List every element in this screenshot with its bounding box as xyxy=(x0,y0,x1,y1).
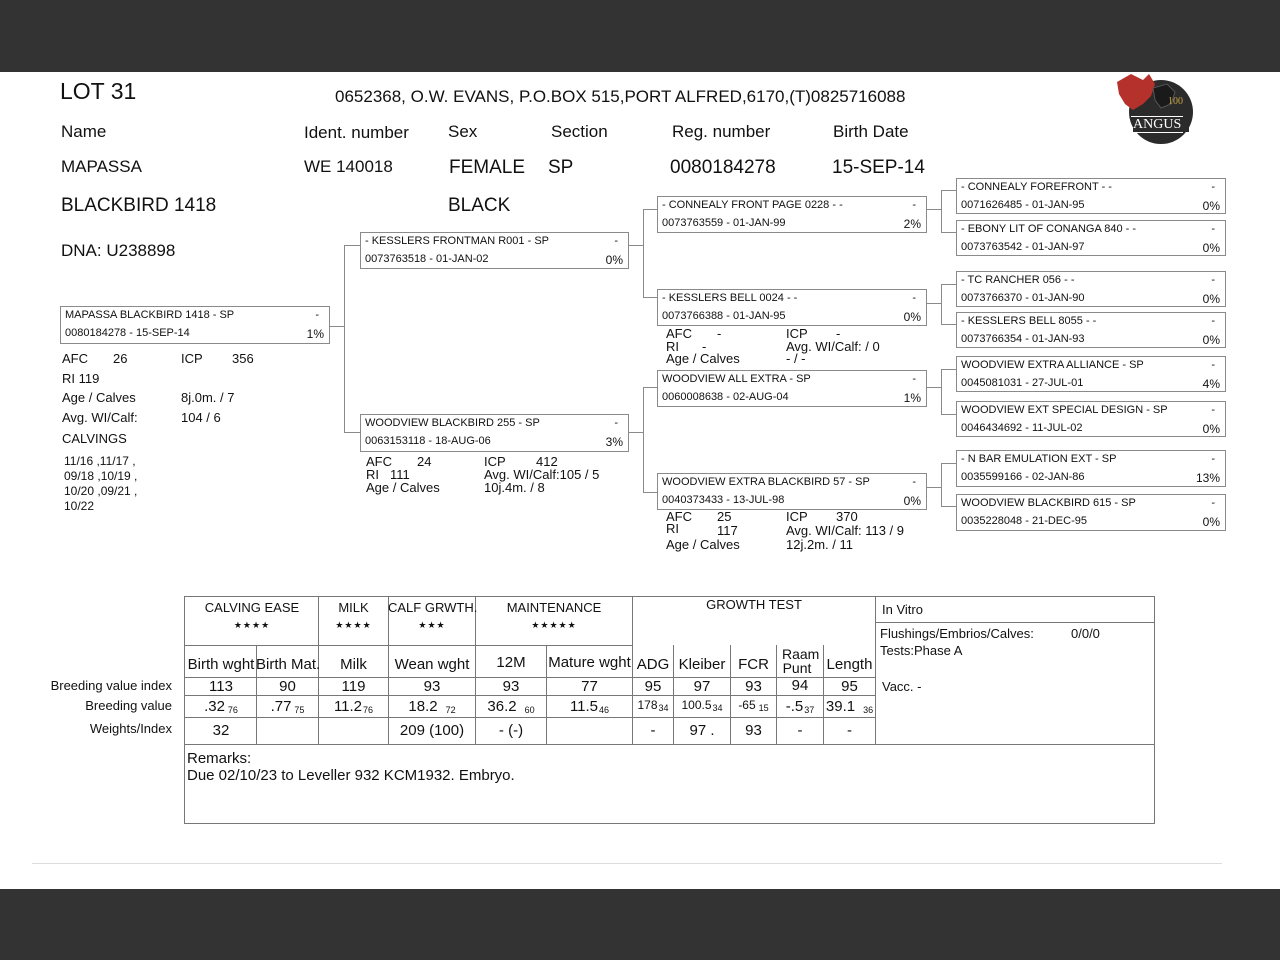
subject-reg: 0080184278 - 15-SEP-14 xyxy=(65,327,190,339)
bv-accuracy: 34 xyxy=(658,703,669,713)
dam-icp-label: ICP xyxy=(484,454,506,469)
bvi-cell: 77 xyxy=(581,678,598,695)
ggp-pct: 0% xyxy=(1202,292,1220,306)
bv-cell xyxy=(776,698,824,715)
connector xyxy=(941,463,942,507)
bv-cell xyxy=(318,698,389,715)
grandparent-title: - CONNEALY FRONT PAGE 0228 - - xyxy=(662,199,843,211)
calvings-label: CALVINGS xyxy=(62,431,127,446)
sire-box xyxy=(360,232,629,269)
animal-dna: DNA: U238898 xyxy=(61,241,176,260)
label-sex: Sex xyxy=(448,122,478,141)
grid-line xyxy=(185,744,1155,745)
connector xyxy=(941,369,942,415)
connector xyxy=(329,326,345,327)
gp2-age: - / - xyxy=(786,351,806,366)
dam-afc: 24 xyxy=(417,454,432,469)
connector xyxy=(643,297,657,298)
label-name: Name xyxy=(61,122,107,141)
top-bar xyxy=(0,0,1280,72)
weights-cell: 209 (100) xyxy=(399,722,465,739)
connector xyxy=(941,506,956,507)
bv-value: 178 xyxy=(637,698,658,712)
connector xyxy=(926,387,942,388)
bv-value: 36.2 xyxy=(487,698,517,715)
grandparent-pct: 0% xyxy=(903,310,921,324)
dam-ri: 111 xyxy=(390,467,410,482)
grandparent-pct: 2% xyxy=(903,217,921,231)
bvi-cell: 93 xyxy=(502,678,520,695)
col-fcr: FCR xyxy=(738,656,769,673)
animal-birth: 15-SEP-14 xyxy=(832,157,925,178)
grandparent-pct: 0% xyxy=(903,494,921,508)
ggp-dash: - xyxy=(1211,497,1215,509)
animal-colour: BLACK xyxy=(448,195,511,216)
gp4-icp: 370 xyxy=(836,509,858,524)
animal-sex: FEMALE xyxy=(449,157,526,178)
dam-wi: Avg. WI/Calf:105 / 5 xyxy=(484,467,600,482)
calvings-line: 10/20 ,09/21 , xyxy=(64,484,138,498)
dam-icp: 412 xyxy=(536,454,558,469)
ggp-title: - N BAR EMULATION EXT - SP xyxy=(961,453,1117,465)
gp4-age-label: Age / Calves xyxy=(666,537,740,552)
great-grandparent-box xyxy=(956,312,1226,348)
bvi-cell: 97 xyxy=(693,678,711,695)
ggp-title: WOODVIEW EXTRA ALLIANCE - SP xyxy=(961,359,1144,371)
gp4-ri-label: RI xyxy=(666,521,679,536)
weights-cell: - xyxy=(797,722,803,739)
in-vitro-label: In Vitro xyxy=(882,602,923,617)
subject-dash: - xyxy=(315,309,319,321)
calvings-line: 10/22 xyxy=(64,499,95,513)
bv-accuracy: 72 xyxy=(445,705,456,715)
grandparent-box xyxy=(657,473,927,510)
ggp-pct: 0% xyxy=(1202,515,1220,529)
label-birth: Birth Date xyxy=(833,122,909,141)
group-calf-growth: CALF GRWTH. xyxy=(388,600,478,615)
grandparent-dash: - xyxy=(912,476,916,488)
connector xyxy=(941,369,956,370)
subject-pct: 1% xyxy=(306,327,324,341)
breeder-info: 0652368, O.W. EVANS, P.O.BOX 515,PORT ALFRED,6170,(T)0825716088 xyxy=(335,87,906,106)
connector xyxy=(941,414,956,415)
performance-table xyxy=(184,596,1155,824)
bv-cell xyxy=(821,698,878,715)
connector xyxy=(643,209,657,210)
ggp-title: WOODVIEW BLACKBIRD 615 - SP xyxy=(961,497,1136,509)
ggp-pct: 4% xyxy=(1202,377,1220,391)
dam-ri-label: RI xyxy=(366,467,379,482)
bv-cell xyxy=(475,698,547,715)
dam-age: 10j.4m. / 8 xyxy=(484,480,545,495)
sire-dash: - xyxy=(614,235,618,247)
ggp-pct: 0% xyxy=(1202,241,1220,255)
connector xyxy=(941,284,942,325)
gp2-age-label: Age / Calves xyxy=(666,351,740,366)
dam-pct: 3% xyxy=(605,435,623,449)
ggp-title: - KESSLERS BELL 8055 - - xyxy=(961,315,1097,327)
gp2-afc-label: AFC xyxy=(666,326,692,341)
bv-value: -65 xyxy=(738,698,756,712)
footer-divider xyxy=(32,863,1222,864)
subject-title: MAPASSA BLACKBIRD 1418 - SP xyxy=(65,309,235,321)
logo-text: ANGUS xyxy=(1133,117,1182,132)
col-milk: Milk xyxy=(340,656,367,673)
ggp-pct: 0% xyxy=(1202,422,1220,436)
bv-accuracy: 60 xyxy=(524,705,535,715)
bv-cell xyxy=(388,698,476,715)
bv-cell xyxy=(185,698,257,715)
connector xyxy=(941,284,956,285)
animal-section: SP xyxy=(548,157,574,178)
sire-reg: 0073763518 - 01-JAN-02 xyxy=(365,253,489,265)
remarks-text: Due 02/10/23 to Leveller 932 KCM1932. Embryo. xyxy=(187,767,515,784)
great-grandparent-box xyxy=(956,356,1226,392)
gp2-wi: Avg. WI/Calf: / 0 xyxy=(786,339,880,354)
dam-reg: 0063153118 - 18-AUG-06 xyxy=(365,435,491,447)
col-birth-weight: Birth wght xyxy=(187,656,255,673)
calving-ease-stars: ★★★★ xyxy=(233,620,271,630)
ggp-reg: 0046434692 - 11-JUL-02 xyxy=(961,422,1083,434)
gp4-ri: 117 xyxy=(717,523,738,538)
ggp-dash: - xyxy=(1211,223,1215,235)
calvings-line: 09/18 ,10/19 , xyxy=(64,469,138,483)
bv-value: -.5 xyxy=(785,698,804,715)
label-ident: Ident. number xyxy=(304,123,409,142)
angus-logo xyxy=(1113,70,1195,146)
grid-line xyxy=(185,695,876,696)
group-milk: MILK xyxy=(338,600,369,615)
subject-age-label: Age / Calves xyxy=(62,390,136,405)
gp2-ri-label: RI xyxy=(666,339,679,354)
gp4-afc-label: AFC xyxy=(666,509,692,524)
bv-value: 18.2 xyxy=(408,698,438,715)
gp2-icp: - xyxy=(836,326,841,341)
subject-wi-label: Avg. WI/Calf: xyxy=(62,410,138,425)
gp4-wi: Avg. WI/Calf: 113 / 9 xyxy=(786,523,905,538)
subject-icp: 356 xyxy=(232,351,254,366)
subject-ri: RI 119 xyxy=(62,371,100,386)
connector xyxy=(941,190,956,191)
bvi-cell: 94 xyxy=(791,677,809,694)
connector xyxy=(926,487,942,488)
bv-accuracy: 36 xyxy=(863,705,874,715)
bvi-cell: 93 xyxy=(745,678,762,695)
ggp-reg: 0035599166 - 02-JAN-86 xyxy=(961,471,1085,483)
dam-age-label: Age / Calves xyxy=(366,480,440,495)
grandparent-title: WOODVIEW EXTRA BLACKBIRD 57 - SP xyxy=(662,476,870,488)
connector xyxy=(926,303,942,304)
ggp-dash: - xyxy=(1211,274,1215,286)
bvi-cell: 113 xyxy=(209,678,233,695)
bv-accuracy: 34 xyxy=(712,703,723,713)
great-grandparent-box xyxy=(956,178,1226,214)
connector xyxy=(344,245,360,246)
weights-cell: - (-) xyxy=(498,722,524,739)
gp2-icp-label: ICP xyxy=(786,326,808,341)
grandparent-reg: 0073766388 - 01-JAN-95 xyxy=(662,310,786,322)
bv-value: 39.1 xyxy=(825,698,856,715)
ggp-reg: 0035228048 - 21-DEC-95 xyxy=(961,515,1087,527)
ggp-title: - TC RANCHER 056 - - xyxy=(961,274,1075,286)
bv-cell xyxy=(256,698,319,715)
dam-afc-label: AFC xyxy=(366,454,392,469)
milk-stars: ★★★★ xyxy=(335,620,372,630)
ggp-title: WOODVIEW EXT SPECIAL DESIGN - SP xyxy=(961,404,1168,416)
label-reg: Reg. number xyxy=(672,122,771,141)
animal-name-1: MAPASSA xyxy=(61,157,142,176)
weights-cell: - xyxy=(650,722,656,739)
weights-cell: 32 xyxy=(212,722,230,739)
subject-age: 8j.0m. / 7 xyxy=(181,390,235,405)
connector xyxy=(941,324,956,325)
bv-value: .32 xyxy=(204,698,225,715)
connector xyxy=(628,245,644,246)
weights-cell: 93 xyxy=(745,722,762,739)
group-maintenance: MAINTENANCE xyxy=(506,600,602,615)
bv-value: 11.5 xyxy=(569,698,599,715)
bvi-cell: 93 xyxy=(423,678,441,695)
grandparent-box xyxy=(657,289,927,326)
lot-number: LOT 31 xyxy=(60,78,137,104)
gp4-age: 12j.2m. / 11 xyxy=(786,537,853,552)
logo-badge: 100 xyxy=(1168,96,1183,107)
grandparent-reg: 0060008638 - 02-AUG-04 xyxy=(662,391,789,403)
bv-value: .77 xyxy=(270,698,292,715)
great-grandparent-box xyxy=(956,494,1226,531)
gp4-afc: 25 xyxy=(717,509,732,524)
gp2-afc: - xyxy=(717,326,722,341)
grid-line xyxy=(185,717,876,718)
bv-cell xyxy=(546,698,633,715)
weights-cell: - xyxy=(847,722,852,739)
animal-ident: WE 140018 xyxy=(304,157,393,176)
sire-pct: 0% xyxy=(605,253,623,267)
connector xyxy=(643,387,657,388)
ggp-dash: - xyxy=(1211,181,1215,193)
bvi-cell: 95 xyxy=(644,678,662,695)
gp4-icp-label: ICP xyxy=(786,509,808,524)
great-grandparent-box xyxy=(956,401,1226,437)
subject-afc-label: AFC xyxy=(62,351,88,366)
bv-cell xyxy=(730,698,777,713)
col-birth-mat: Birth Mat. xyxy=(256,656,321,673)
ggp-pct: 0% xyxy=(1202,199,1220,213)
grandparent-box xyxy=(657,196,927,233)
connector xyxy=(941,463,956,464)
ggp-pct: 13% xyxy=(1195,471,1220,485)
bv-accuracy: 76 xyxy=(227,705,238,715)
flushings-label: Flushings/Embrios/Calves: xyxy=(880,626,1034,641)
grid-line xyxy=(876,622,1155,623)
connector xyxy=(643,387,644,493)
group-growth-test: GROWTH TEST xyxy=(706,597,802,612)
ggp-dash: - xyxy=(1211,359,1215,371)
bv-accuracy: 15 xyxy=(758,703,769,713)
group-calving-ease: CALVING EASE xyxy=(204,600,300,615)
ggp-dash: - xyxy=(1211,315,1215,327)
great-grandparent-box xyxy=(956,450,1226,487)
ggp-reg: 0045081031 - 27-JUL-01 xyxy=(961,377,1084,389)
connector xyxy=(344,245,345,433)
grandparent-title: WOODVIEW ALL EXTRA - SP xyxy=(662,373,811,385)
connector xyxy=(344,432,360,433)
flushings-value: 0/0/0 xyxy=(1071,626,1100,641)
dam-box xyxy=(360,414,629,452)
bv-value: 11.2 xyxy=(333,698,363,715)
subject-wi: 104 / 6 xyxy=(181,410,221,425)
sire-title: - KESSLERS FRONTMAN R001 - SP xyxy=(365,235,549,247)
weights-cell: 97 . xyxy=(689,722,715,739)
ggp-dash: - xyxy=(1211,404,1215,416)
bv-accuracy: 75 xyxy=(294,705,305,715)
great-grandparent-box xyxy=(956,220,1226,256)
connector xyxy=(941,232,956,233)
ggp-title: - CONNEALY FOREFRONT - - xyxy=(961,181,1112,193)
grandparent-dash: - xyxy=(912,199,916,211)
animal-reg: 0080184278 xyxy=(670,157,776,178)
col-raam-punt: Raam Punt xyxy=(782,646,820,676)
bv-accuracy: 46 xyxy=(599,705,610,715)
tests-label: Tests:Phase A xyxy=(880,643,963,658)
bv-cell xyxy=(632,698,674,713)
gp2-ri: - xyxy=(702,339,707,354)
bvi-cell: 119 xyxy=(341,678,366,695)
dam-dash: - xyxy=(614,417,618,429)
ggp-reg: 0071626485 - 01-JAN-95 xyxy=(961,199,1085,211)
connector xyxy=(628,432,644,433)
col-wean-weight: Wean wght xyxy=(394,656,470,673)
dam-title: WOODVIEW BLACKBIRD 255 - SP xyxy=(365,417,540,429)
bvi-cell: 90 xyxy=(279,678,296,695)
col-mature-weight: Mature wght xyxy=(548,654,631,671)
col-12m: 12M xyxy=(496,654,526,671)
bottom-bar xyxy=(0,889,1280,960)
connector xyxy=(643,492,657,493)
maintenance-stars: ★★★★★ xyxy=(531,620,577,630)
col-kleiber: Kleiber xyxy=(678,656,726,673)
bv-value: 100.5 xyxy=(681,698,712,712)
row-label-bv: Breeding value xyxy=(85,698,172,713)
ggp-title: - EBONY LIT OF CONANGA 840 - - xyxy=(961,223,1137,235)
subject-icp-label: ICP xyxy=(181,351,203,366)
ggp-reg: 0073763542 - 01-JAN-97 xyxy=(961,241,1085,253)
connector xyxy=(941,190,942,233)
grandparent-box xyxy=(657,370,927,407)
row-label-bvi: Breeding value index xyxy=(50,678,172,693)
col-length: Length xyxy=(826,656,873,673)
ggp-reg: 0073766370 - 01-JAN-90 xyxy=(961,292,1085,304)
bvi-cell: 95 xyxy=(841,678,858,695)
connector xyxy=(926,209,942,210)
grandparent-dash: - xyxy=(912,373,916,385)
bv-accuracy: 76 xyxy=(363,705,374,715)
ggp-reg: 0073766354 - 01-JAN-93 xyxy=(961,333,1085,345)
bv-cell xyxy=(673,698,731,713)
grandparent-reg: 0040373433 - 13-JUL-98 xyxy=(662,494,785,506)
calf-growth-stars: ★★★ xyxy=(418,620,446,630)
col-adg: ADG xyxy=(636,656,670,673)
grandparent-reg: 0073763559 - 01-JAN-99 xyxy=(662,217,786,229)
ggp-dash: - xyxy=(1211,453,1215,465)
subject-afc: 26 xyxy=(113,351,128,366)
connector xyxy=(643,209,644,298)
ggp-pct: 0% xyxy=(1202,333,1220,347)
grandparent-pct: 1% xyxy=(903,391,921,405)
bv-accuracy: 37 xyxy=(804,705,815,715)
grandparent-dash: - xyxy=(912,292,916,304)
grandparent-title: - KESSLERS BELL 0024 - - xyxy=(662,292,798,304)
great-grandparent-box xyxy=(956,271,1226,307)
calvings-line: 11/16 ,11/17 , xyxy=(64,454,136,468)
vacc-label: Vacc. - xyxy=(882,679,922,694)
subject-box xyxy=(60,306,330,344)
animal-name-2: BLACKBIRD 1418 xyxy=(61,195,217,216)
row-label-weights: Weights/Index xyxy=(89,721,172,736)
label-section: Section xyxy=(551,122,608,141)
grid-line xyxy=(185,645,633,646)
remarks-label: Remarks: xyxy=(187,750,252,767)
